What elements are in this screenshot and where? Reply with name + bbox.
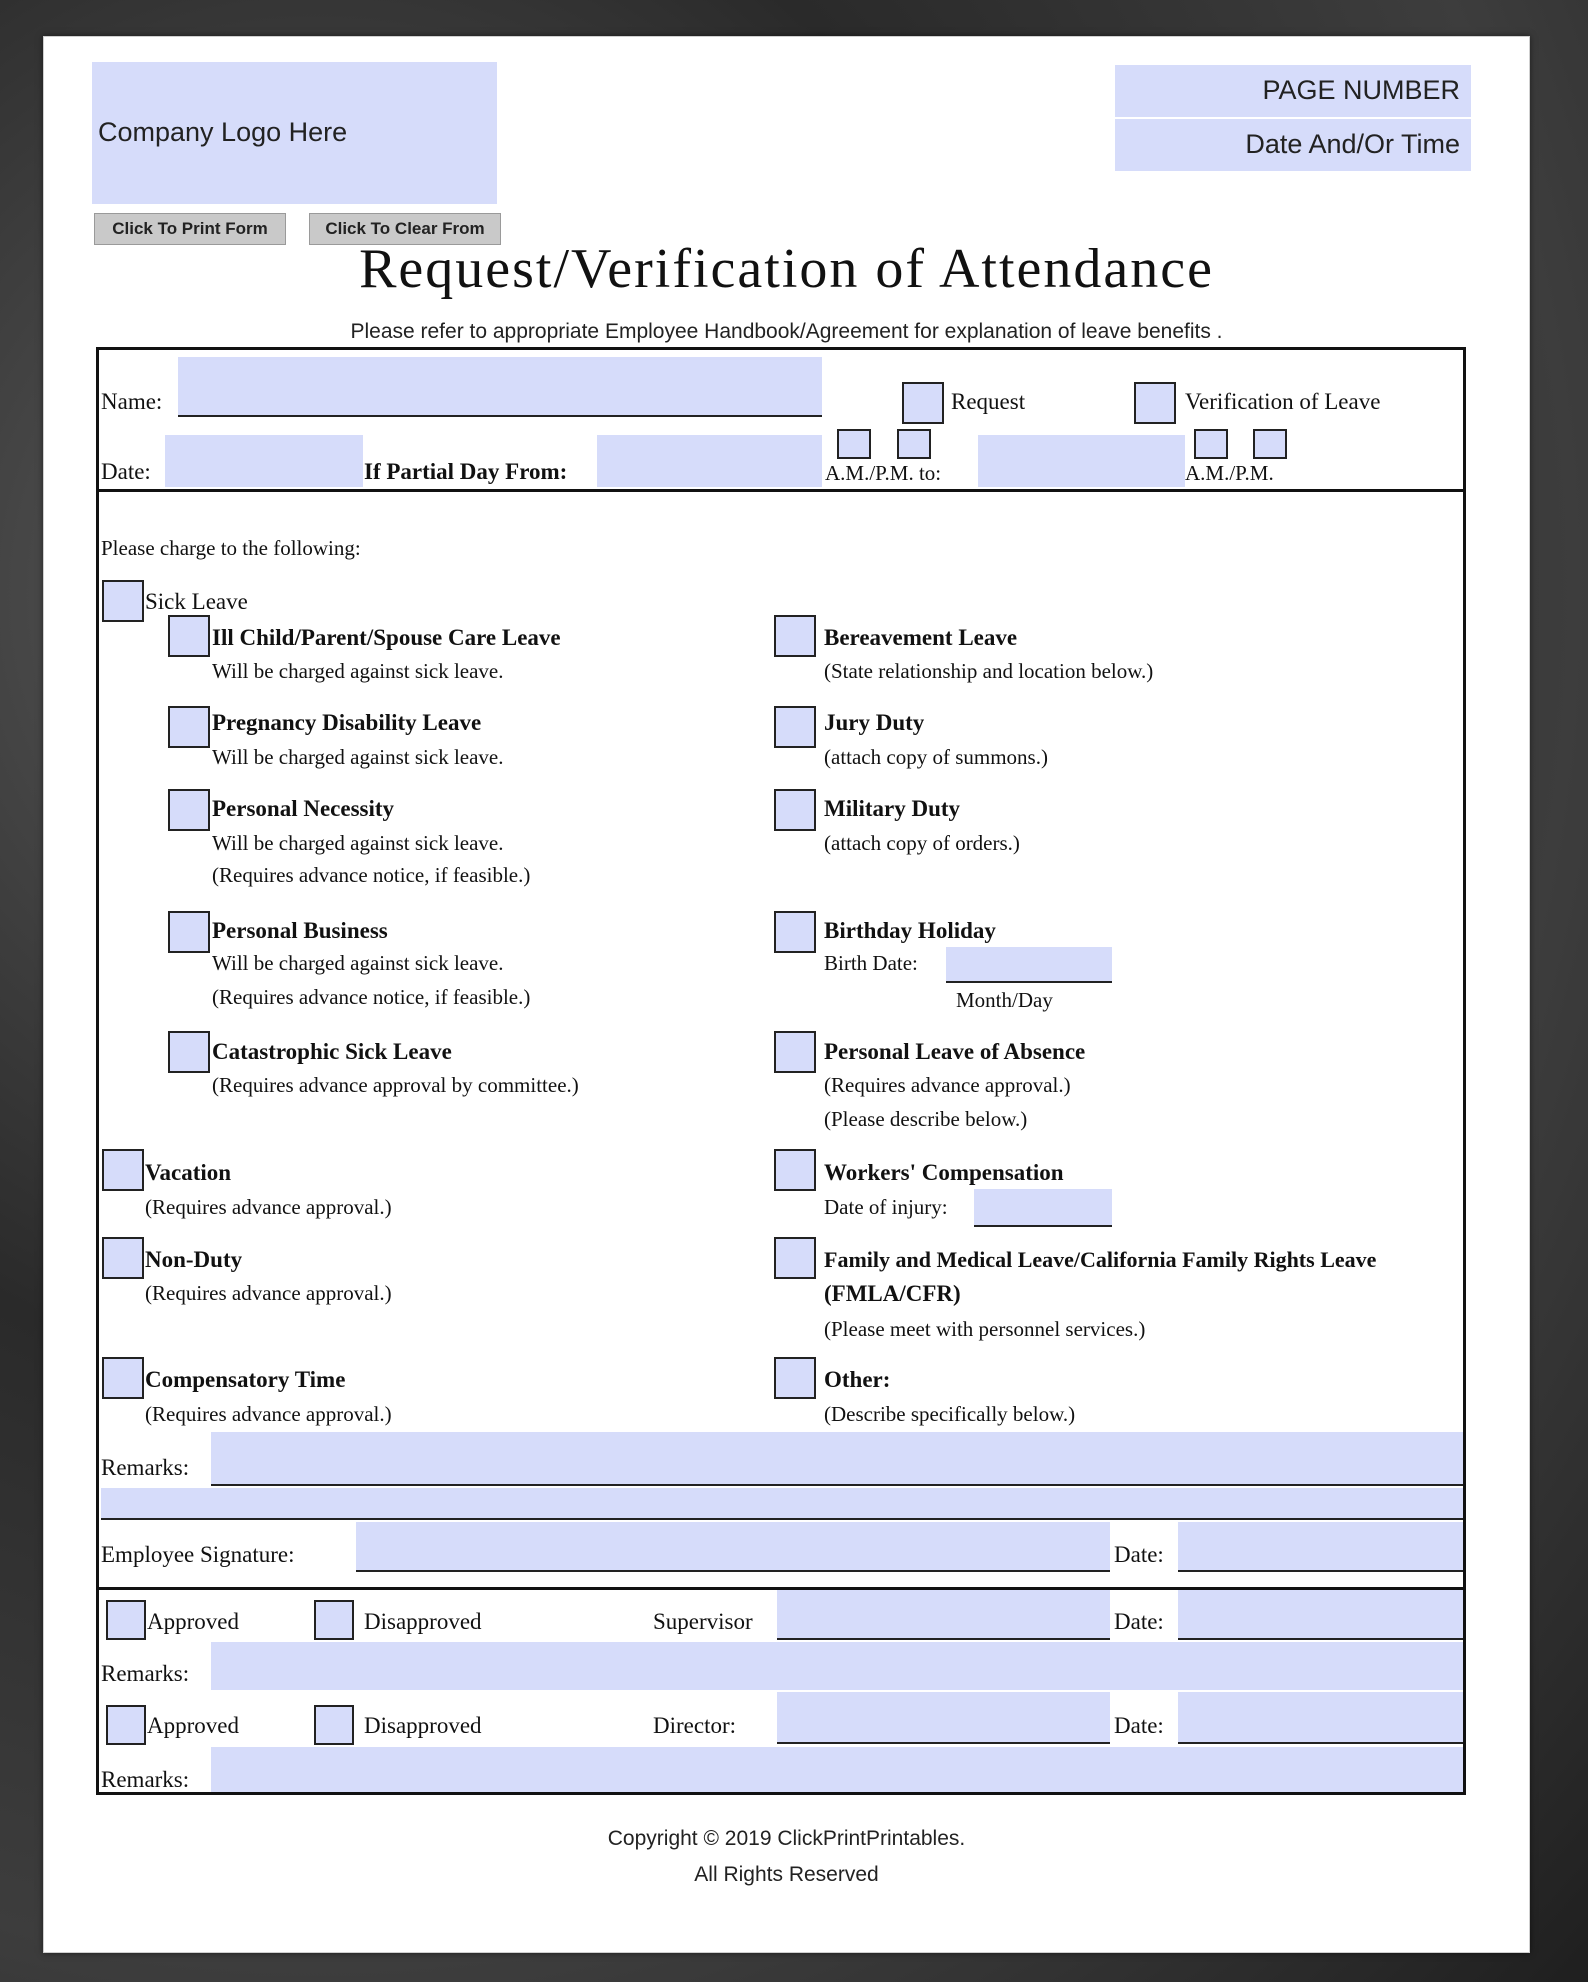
- vacation-label: Vacation: [145, 1160, 232, 1185]
- from-time-input[interactable]: [597, 435, 822, 487]
- divider: [96, 489, 1466, 492]
- director-disapproved-checkbox[interactable]: [314, 1705, 354, 1745]
- pregnancy-note: Will be charged against sick leave.: [212, 745, 504, 769]
- other-label: Other:: [824, 1367, 891, 1392]
- name-label: Name:: [101, 389, 163, 414]
- fmla-abbr: (FMLA/CFR): [824, 1281, 961, 1306]
- comp-time-note: (Requires advance approval.): [145, 1402, 392, 1426]
- personal-necessity-note: Will be charged against sick leave.: [212, 831, 504, 855]
- other-note: (Describe specifically below.): [824, 1402, 1076, 1426]
- supervisor-label: Supervisor: [653, 1609, 753, 1634]
- supervisor-input[interactable]: [777, 1590, 1110, 1640]
- print-form-button[interactable]: Click To Print Form: [94, 213, 286, 245]
- signature-label: Employee Signature:: [101, 1542, 295, 1567]
- supervisor-disapproved-checkbox[interactable]: [314, 1600, 354, 1640]
- ampm-to-label: A.M./P.M. to:: [825, 461, 942, 485]
- supervisor-remarks-label: Remarks:: [101, 1661, 190, 1686]
- sick-leave-checkbox[interactable]: [102, 580, 144, 622]
- signature-input[interactable]: [356, 1522, 1110, 1572]
- personal-absence-note: (Please describe below.): [824, 1107, 1028, 1131]
- date-label: Date:: [101, 459, 151, 484]
- catastrophic-label: Catastrophic Sick Leave: [212, 1039, 452, 1064]
- fmla-label: Family and Medical Leave/California Family Rights Leave: [824, 1247, 1377, 1272]
- catastrophic-checkbox[interactable]: [168, 1031, 210, 1073]
- jury-duty-label: Jury Duty: [824, 710, 925, 735]
- comp-time-label: Compensatory Time: [145, 1367, 346, 1392]
- page-title: Request/Verification of Attendance: [359, 238, 1214, 300]
- sick-leave-label: Sick Leave: [145, 589, 248, 614]
- personal-necessity-label: Personal Necessity: [212, 796, 395, 821]
- supervisor-disapproved-label: Disapproved: [364, 1609, 482, 1634]
- remarks-input[interactable]: [211, 1432, 1463, 1486]
- form-page: [43, 36, 1530, 1953]
- military-duty-checkbox[interactable]: [774, 789, 816, 831]
- supervisor-date-input[interactable]: [1178, 1590, 1463, 1640]
- fmla-note: (Please meet with personnel services.): [824, 1317, 1146, 1341]
- ill-child-note: Will be charged against sick leave.: [212, 659, 504, 683]
- to-am-checkbox[interactable]: [1194, 429, 1228, 459]
- director-label: Director:: [653, 1713, 737, 1738]
- catastrophic-note: (Requires advance approval by committee.): [212, 1073, 579, 1097]
- date-time: Date And/Or Time: [1245, 129, 1460, 159]
- director-remarks-input[interactable]: [211, 1747, 1463, 1792]
- personal-business-note: Will be charged against sick leave.: [212, 951, 504, 975]
- military-duty-label: Military Duty: [824, 796, 961, 821]
- pregnancy-label: Pregnancy Disability Leave: [212, 710, 482, 735]
- personal-business-note: (Requires advance notice, if feasible.): [212, 985, 531, 1009]
- copyright: Copyright © 2019 ClickPrintPrintables.: [607, 1827, 966, 1850]
- director-approved-checkbox[interactable]: [106, 1705, 146, 1745]
- request-checkbox[interactable]: [902, 382, 944, 424]
- birth-date-input[interactable]: [946, 947, 1112, 983]
- bereavement-note: (State relationship and location below.): [824, 659, 1154, 683]
- personal-business-checkbox[interactable]: [168, 911, 210, 953]
- month-day-label: Month/Day: [956, 988, 1053, 1012]
- other-checkbox[interactable]: [774, 1357, 816, 1399]
- charge-heading: Please charge to the following:: [101, 536, 361, 560]
- director-input[interactable]: [777, 1692, 1110, 1744]
- to-pm-checkbox[interactable]: [1253, 429, 1287, 459]
- birthday-label: Birthday Holiday: [824, 918, 996, 943]
- workers-comp-label: Workers' Compensation: [824, 1160, 1064, 1185]
- birthday-checkbox[interactable]: [774, 911, 816, 953]
- injury-date-label: Date of injury:: [824, 1195, 948, 1219]
- director-date-input[interactable]: [1178, 1692, 1463, 1744]
- personal-absence-label: Personal Leave of Absence: [824, 1039, 1086, 1064]
- rights-reserved: All Rights Reserved: [694, 1863, 879, 1886]
- jury-duty-checkbox[interactable]: [774, 706, 816, 748]
- bereavement-label: Bereavement Leave: [824, 625, 1018, 650]
- name-input[interactable]: [178, 357, 822, 417]
- supervisor-approved-checkbox[interactable]: [106, 1600, 146, 1640]
- non-duty-note: (Requires advance approval.): [145, 1281, 392, 1305]
- non-duty-checkbox[interactable]: [102, 1237, 144, 1279]
- remarks-label: Remarks:: [101, 1455, 190, 1480]
- personal-absence-checkbox[interactable]: [774, 1031, 816, 1073]
- page-subtitle: Please refer to appropriate Employee Handbook/Agreement for explanation of leave benefits .: [350, 320, 1223, 343]
- supervisor-date-label: Date:: [1114, 1609, 1164, 1634]
- birth-date-label: Birth Date:: [824, 951, 918, 975]
- director-approved-label: Approved: [147, 1713, 239, 1738]
- fmla-checkbox[interactable]: [774, 1237, 816, 1279]
- injury-date-input[interactable]: [974, 1189, 1112, 1227]
- personal-business-label: Personal Business: [212, 918, 388, 943]
- director-remarks-label: Remarks:: [101, 1767, 190, 1792]
- pregnancy-checkbox[interactable]: [168, 706, 210, 748]
- verification-label: Verification of Leave: [1185, 389, 1381, 414]
- partial-day-label: If Partial Day From:: [364, 459, 568, 484]
- verification-checkbox[interactable]: [1134, 382, 1176, 424]
- vacation-checkbox[interactable]: [102, 1149, 144, 1191]
- military-duty-note: (attach copy of orders.): [824, 831, 1020, 855]
- to-time-input[interactable]: [978, 435, 1185, 487]
- date-input[interactable]: [165, 435, 363, 487]
- personal-necessity-checkbox[interactable]: [168, 789, 210, 831]
- supervisor-remarks-input[interactable]: [211, 1642, 1463, 1690]
- director-date-label: Date:: [1114, 1713, 1164, 1738]
- page-number: PAGE NUMBER: [1262, 75, 1460, 105]
- clear-form-button[interactable]: Click To Clear From: [309, 213, 501, 245]
- from-pm-checkbox[interactable]: [897, 429, 931, 459]
- request-label: Request: [951, 389, 1026, 414]
- supervisor-approved-label: Approved: [147, 1609, 239, 1634]
- bereavement-checkbox[interactable]: [774, 615, 816, 657]
- logo-text: Company Logo Here: [98, 117, 348, 147]
- ampm-label: A.M./P.M.: [1185, 461, 1274, 485]
- workers-comp-checkbox[interactable]: [774, 1149, 816, 1191]
- signature-date-input[interactable]: [1178, 1522, 1463, 1572]
- jury-duty-note: (attach copy of summons.): [824, 745, 1048, 769]
- comp-time-checkbox[interactable]: [102, 1357, 144, 1399]
- ill-child-label: Ill Child/Parent/Spouse Care Leave: [212, 625, 561, 650]
- personal-necessity-note: (Requires advance notice, if feasible.): [212, 863, 531, 887]
- from-am-checkbox[interactable]: [837, 429, 871, 459]
- ill-child-checkbox[interactable]: [168, 615, 210, 657]
- personal-absence-note: (Requires advance approval.): [824, 1073, 1071, 1097]
- signature-date-label: Date:: [1114, 1542, 1164, 1567]
- remarks-input-line2[interactable]: [101, 1488, 1463, 1520]
- non-duty-label: Non-Duty: [145, 1247, 243, 1272]
- vacation-note: (Requires advance approval.): [145, 1195, 392, 1219]
- director-disapproved-label: Disapproved: [364, 1713, 482, 1738]
